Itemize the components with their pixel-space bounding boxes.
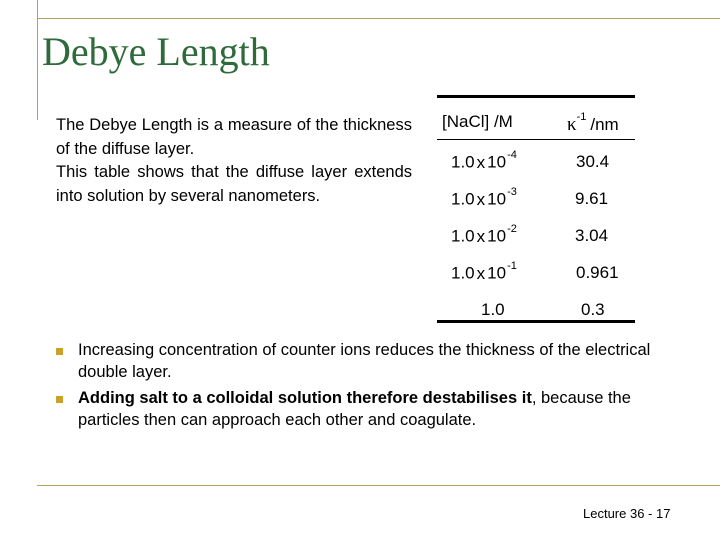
- concentration-cell: [451, 149, 517, 173]
- times-sign: x: [476, 226, 486, 246]
- times-sign: x: [476, 189, 486, 209]
- base: 10: [487, 263, 507, 283]
- description-line-1: The Debye Length is a measure of the thickness of the diffuse layer.: [56, 116, 412, 158]
- kappa-symbol: κ: [567, 114, 577, 135]
- bullet-text: Increasing concentration of counter ions reduces the thickness of the electrical double layer.: [78, 341, 651, 381]
- kappa-cell: 9.61: [575, 189, 609, 208]
- top-divider: [37, 18, 720, 19]
- mantissa: 1.0: [451, 226, 475, 246]
- table-top-rule: [437, 95, 635, 98]
- table-row: [437, 260, 635, 299]
- times-sign: x: [476, 152, 486, 172]
- mantissa: 1.0: [451, 152, 475, 172]
- table-row: [437, 223, 635, 262]
- list-item: [56, 340, 676, 383]
- base: 10: [487, 189, 507, 209]
- kappa-cell: 0.3: [581, 300, 605, 319]
- kappa-cell: 30.4: [576, 152, 610, 171]
- kappa-unit: /nm: [590, 115, 619, 134]
- exponent: -3: [507, 186, 517, 198]
- exponent: -2: [507, 223, 517, 235]
- bullet-square-icon: [56, 396, 63, 403]
- kappa-exponent: -1: [576, 111, 587, 124]
- description: [56, 114, 412, 208]
- table-row: [437, 149, 635, 188]
- kappa-cell: 0.961: [576, 263, 619, 282]
- mantissa: 1.0: [451, 189, 475, 209]
- bullet-list: [56, 340, 676, 436]
- slide-footer: Lecture 36 - 17: [583, 506, 671, 521]
- base: 10: [487, 226, 507, 246]
- bullet-text: , because the particles then can approach each other and coagulate.: [78, 389, 631, 429]
- slide-title: Debye Length: [42, 29, 270, 74]
- concentration-cell: [451, 223, 517, 247]
- exponent: -1: [507, 260, 517, 272]
- table-row: [437, 186, 635, 225]
- table-header-concentration: [NaCl] /M: [442, 112, 513, 131]
- table-bottom-rule: [437, 320, 635, 323]
- table-header-kappa: [567, 111, 619, 136]
- exponent: -4: [507, 149, 517, 161]
- bottom-divider: [37, 485, 720, 486]
- table-header-rule: [437, 139, 635, 140]
- concentration-cell: 1.0: [481, 300, 505, 319]
- concentration-cell: [451, 260, 517, 284]
- kappa-cell: 3.04: [575, 226, 609, 245]
- bullet-bold-text: Adding salt to a colloidal solution therefore destabilises it: [78, 389, 532, 407]
- bullet-square-icon: [56, 348, 63, 355]
- times-sign: x: [476, 263, 486, 283]
- description-line-2: This table shows that the diffuse layer extends into solution by several nanometers.: [56, 163, 412, 205]
- table-row: [437, 300, 635, 336]
- mantissa: 1.0: [451, 263, 475, 283]
- base: 10: [487, 152, 507, 172]
- list-item: [56, 388, 676, 431]
- concentration-cell: [451, 186, 517, 210]
